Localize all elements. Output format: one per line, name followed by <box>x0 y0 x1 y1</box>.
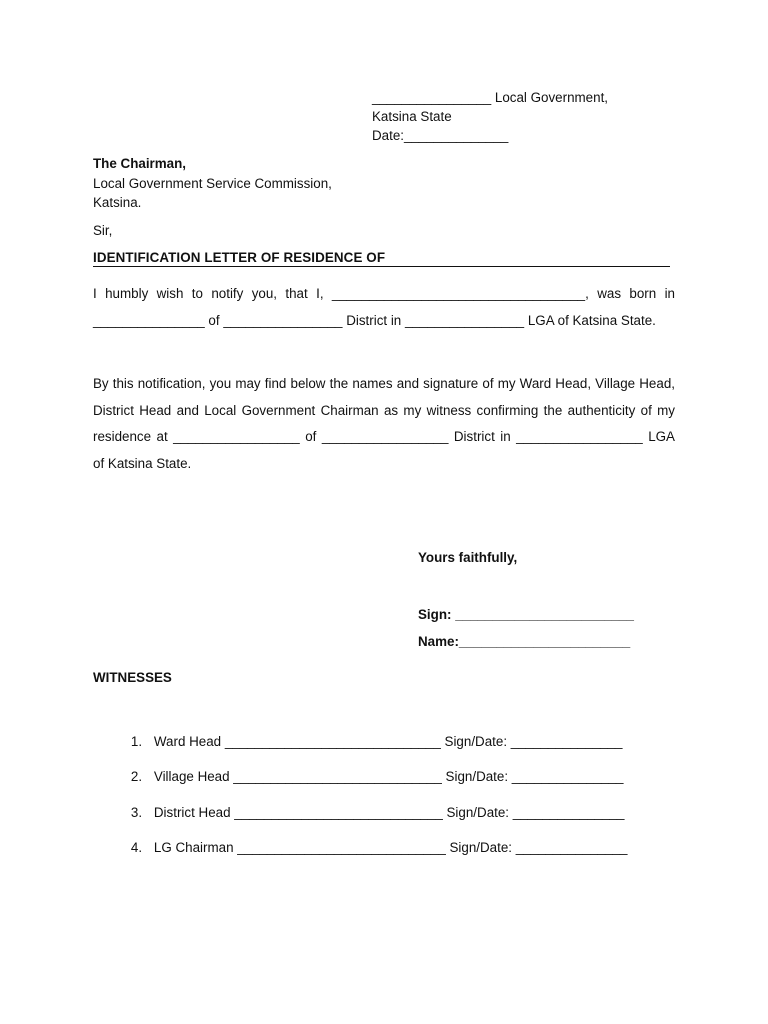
name-line: Name:_______________________ <box>418 634 631 649</box>
letter-heading: IDENTIFICATION LETTER OF RESIDENCE OF <box>93 249 670 267</box>
witness-text: Village Head ____________________________ Sign/Date: _______________ <box>153 769 624 784</box>
witness-number: 1. <box>130 734 143 749</box>
salutation: Sir, <box>93 223 113 238</box>
sign-line: Sign: ________________________ <box>418 607 634 622</box>
header-state-line: Katsina State <box>372 109 452 124</box>
witness-number: 2. <box>130 769 143 784</box>
recipient-line-2: Katsina. <box>93 195 142 210</box>
witness-row-lg-chairman <box>116 819 627 876</box>
recipient-line-1: Local Government Service Commission, <box>93 176 332 191</box>
witnesses-title: WITNESSES <box>93 670 172 685</box>
witness-text: LG Chairman ____________________________ Sign/Date: _______________ <box>153 840 628 855</box>
witness-text: Ward Head _____________________________ Sign/Date: _______________ <box>153 734 623 749</box>
header-date-line: Date:______________ <box>372 128 509 143</box>
body-paragraph-2: By this notification, you may find below the names and signature of my Ward Head, Village Head, District Head and Local Government Chairman as my witness confirming the authenticity of my residence at _________________ of _________________ District in _________________ LGA of Katsina State. <box>93 376 675 471</box>
header-lga-line: ________________ Local Government, <box>372 90 609 105</box>
witness-number: 3. <box>130 805 143 820</box>
witness-number: 4. <box>130 840 143 855</box>
valediction: Yours faithfully, <box>418 550 518 565</box>
body-paragraph-1: I humbly wish to notify you, that I, __________________________________, was born in _______________ of ________________ District in ________________ LGA of Katsina State. <box>93 286 675 328</box>
witness-text: District Head ____________________________ Sign/Date: _______________ <box>153 805 625 820</box>
recipient-title: The Chairman, <box>93 156 187 171</box>
